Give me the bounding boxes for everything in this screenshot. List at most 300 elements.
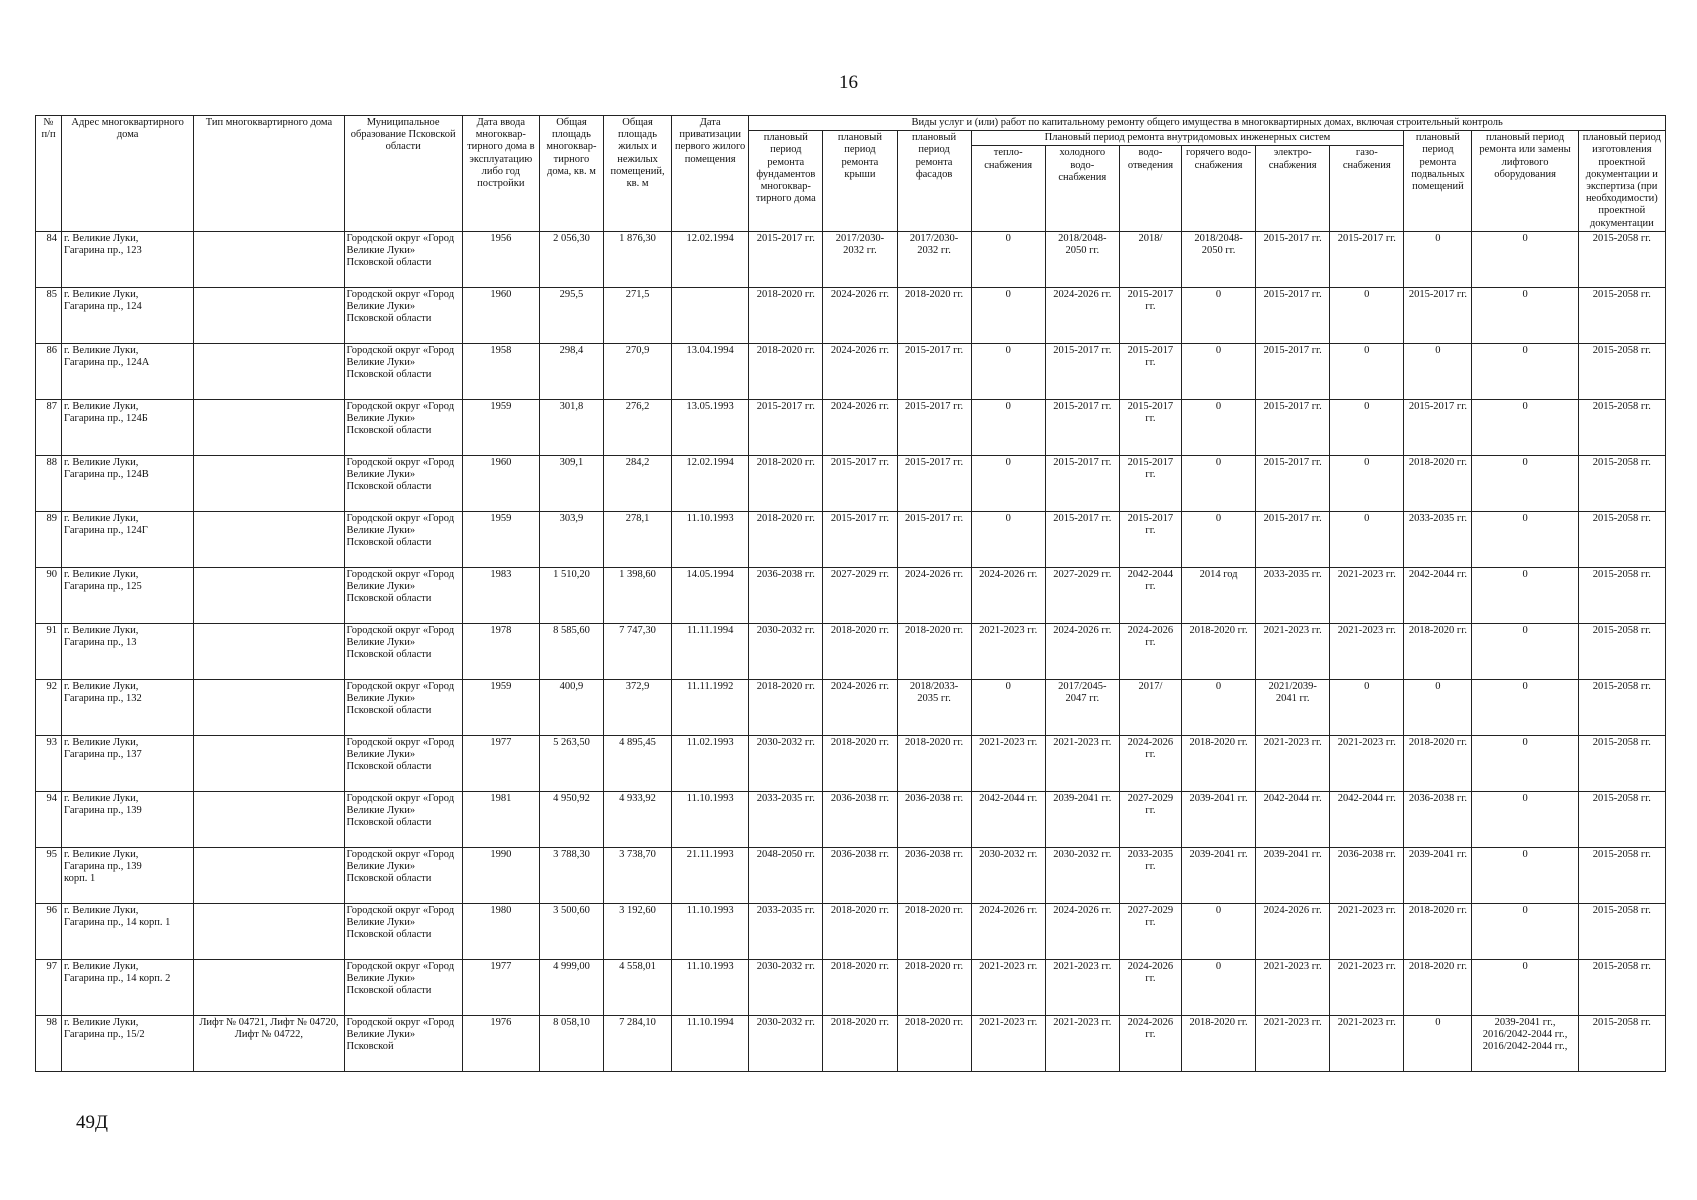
address-line: г. Великие Луки,: [64, 512, 139, 524]
living-area-cell: 4 933,92: [604, 791, 672, 847]
address-line: Гагарина пр., 124: [64, 301, 142, 313]
house-type-cell: [194, 567, 344, 623]
design-period-cell: 2015-2058 гг.: [1578, 567, 1665, 623]
drainage-period-cell: 2018/: [1119, 231, 1181, 287]
municipality-cell: Городской округ «Город Великие Луки» Псковской области: [344, 343, 462, 399]
address-line: г. Великие Луки,: [64, 624, 139, 636]
living-area-cell: 276,2: [604, 399, 672, 455]
basement-period-cell: 2042-2044 гг.: [1404, 567, 1472, 623]
heat-period-cell: 2021-2023 гг.: [971, 959, 1045, 1015]
table-row: [36, 567, 1666, 623]
foundation-period-cell: 2033-2035 гг.: [749, 791, 823, 847]
facade-period-cell: 2015-2017 гг.: [897, 511, 971, 567]
house-type-cell: [194, 959, 344, 1015]
municipality-cell: Городской округ «Город Великие Луки» Псковской области: [344, 287, 462, 343]
address-line: г. Великие Луки,: [64, 736, 139, 748]
privatization-date-cell: 11.10.1993: [672, 511, 749, 567]
design-period-cell: 2015-2058 гг.: [1578, 511, 1665, 567]
foundation-period-cell: 2048-2050 гг.: [749, 847, 823, 903]
electric-period-cell: 2015-2017 гг.: [1256, 287, 1330, 343]
municipality-cell: Городской округ «Город Великие Луки» Псковской области: [344, 455, 462, 511]
table-row: [36, 959, 1666, 1015]
privatization-date-cell: 11.10.1993: [672, 791, 749, 847]
address-cell: [62, 287, 194, 343]
heat-period-cell: 2042-2044 гг.: [971, 791, 1045, 847]
basement-period-cell: 2036-2038 гг.: [1404, 791, 1472, 847]
commission-year-cell: 1958: [462, 343, 539, 399]
total-area-cell: 1 510,20: [539, 567, 603, 623]
basement-period-cell: 2033-2035 гг.: [1404, 511, 1472, 567]
municipality-cell: Городской округ «Город Великие Луки» Псковской области: [344, 903, 462, 959]
header-commission-date: Дата ввода многоквар-тирного дома в эксплуатацию либо год постройки: [462, 116, 539, 232]
living-area-cell: 278,1: [604, 511, 672, 567]
total-area-cell: 4 950,92: [539, 791, 603, 847]
table-row: [36, 287, 1666, 343]
municipality-cell: Городской округ «Город Великие Луки» Псковской: [344, 1015, 462, 1071]
hot-water-period-cell: 2018-2020 гг.: [1181, 1015, 1255, 1071]
design-period-cell: 2015-2058 гг.: [1578, 455, 1665, 511]
municipality-cell: Городской округ «Город Великие Луки» Псковской области: [344, 511, 462, 567]
header-total-area: Общая площадь многоквар-тирного дома, кв. м: [539, 116, 603, 232]
capital-repair-table: [35, 115, 1666, 1072]
basement-period-cell: 2018-2020 гг.: [1404, 735, 1472, 791]
design-period-cell: 2015-2058 гг.: [1578, 847, 1665, 903]
header-num: № п/п: [36, 116, 62, 232]
address-line: Гагарина пр., 139: [64, 861, 142, 873]
address-cell: [62, 1015, 194, 1071]
basement-period-cell: 2039-2041 гг.: [1404, 847, 1472, 903]
drainage-period-cell: 2015-2017 гг.: [1119, 343, 1181, 399]
design-period-cell: 2015-2058 гг.: [1578, 959, 1665, 1015]
elevator-period-cell: 0: [1472, 791, 1578, 847]
address-cell: [62, 511, 194, 567]
heat-period-cell: 2030-2032 гг.: [971, 847, 1045, 903]
commission-year-cell: 1959: [462, 511, 539, 567]
drainage-period-cell: 2015-2017 гг.: [1119, 399, 1181, 455]
roof-period-cell: 2017/2030-2032 гг.: [823, 231, 897, 287]
total-area-cell: 4 999,00: [539, 959, 603, 1015]
privatization-date-cell: 13.05.1993: [672, 399, 749, 455]
electric-period-cell: 2021/2039-2041 гг.: [1256, 679, 1330, 735]
address-line: Гагарина пр., 139: [64, 805, 142, 817]
cold-water-period-cell: 2021-2023 гг.: [1045, 959, 1119, 1015]
basement-period-cell: 2018-2020 гг.: [1404, 455, 1472, 511]
total-area-cell: 5 263,50: [539, 735, 603, 791]
living-area-cell: 3 192,60: [604, 903, 672, 959]
table-row: [36, 1015, 1666, 1071]
roof-period-cell: 2036-2038 гг.: [823, 791, 897, 847]
elevator-period-cell: 0: [1472, 903, 1578, 959]
hot-water-period-cell: 2039-2041 гг.: [1181, 791, 1255, 847]
house-type-cell: [194, 679, 344, 735]
row-number-cell: 86: [36, 343, 62, 399]
privatization-date-cell: 11.10.1994: [672, 1015, 749, 1071]
facade-period-cell: 2015-2017 гг.: [897, 343, 971, 399]
elevator-period-cell: 0: [1472, 679, 1578, 735]
design-period-cell: 2015-2058 гг.: [1578, 1015, 1665, 1071]
drainage-period-cell: 2024-2026 гг.: [1119, 1015, 1181, 1071]
address-line: Гагарина пр., 124Б: [64, 413, 148, 425]
header-address: Адрес многоквартирного дома: [62, 116, 194, 232]
hot-water-period-cell: 2018/2048-2050 гг.: [1181, 231, 1255, 287]
roof-period-cell: 2015-2017 гг.: [823, 511, 897, 567]
address-line: корп. 1: [64, 873, 96, 885]
electric-period-cell: 2039-2041 гг.: [1256, 847, 1330, 903]
commission-year-cell: 1959: [462, 399, 539, 455]
drainage-period-cell: 2017/: [1119, 679, 1181, 735]
row-number-cell: 84: [36, 231, 62, 287]
basement-period-cell: 0: [1404, 343, 1472, 399]
privatization-date-cell: 12.02.1994: [672, 455, 749, 511]
design-period-cell: 2015-2058 гг.: [1578, 287, 1665, 343]
elevator-period-cell: 0: [1472, 735, 1578, 791]
table-row: [36, 791, 1666, 847]
heat-period-cell: 2021-2023 гг.: [971, 735, 1045, 791]
header-facade: плановый период ремонта фасадов: [897, 131, 971, 232]
facade-period-cell: 2015-2017 гг.: [897, 455, 971, 511]
hot-water-period-cell: 0: [1181, 343, 1255, 399]
heat-period-cell: 0: [971, 455, 1045, 511]
address-line: г. Великие Луки,: [64, 456, 139, 468]
total-area-cell: 3 788,30: [539, 847, 603, 903]
hot-water-period-cell: 0: [1181, 959, 1255, 1015]
row-number-cell: 97: [36, 959, 62, 1015]
table-row: [36, 231, 1666, 287]
electric-period-cell: 2015-2017 гг.: [1256, 455, 1330, 511]
facade-period-cell: 2018-2020 гг.: [897, 623, 971, 679]
total-area-cell: 8 585,60: [539, 623, 603, 679]
design-period-cell: 2015-2058 гг.: [1578, 903, 1665, 959]
address-line: Гагарина пр., 123: [64, 245, 142, 257]
cold-water-period-cell: 2015-2017 гг.: [1045, 343, 1119, 399]
row-number-cell: 95: [36, 847, 62, 903]
address-line: Гагарина пр., 14 корп. 2: [64, 973, 171, 985]
living-area-cell: 4 558,01: [604, 959, 672, 1015]
design-period-cell: 2015-2058 гг.: [1578, 343, 1665, 399]
elevator-period-cell: 0: [1472, 231, 1578, 287]
page-number: 16: [839, 72, 858, 93]
roof-period-cell: 2018-2020 гг.: [823, 1015, 897, 1071]
row-number-cell: 88: [36, 455, 62, 511]
living-area-cell: 3 738,70: [604, 847, 672, 903]
header-privatization-date: Дата приватизации первого жилого помещения: [672, 116, 749, 232]
total-area-cell: 3 500,60: [539, 903, 603, 959]
house-type-cell: [194, 791, 344, 847]
heat-period-cell: 0: [971, 287, 1045, 343]
heat-period-cell: 2024-2026 гг.: [971, 903, 1045, 959]
total-area-cell: 2 056,30: [539, 231, 603, 287]
commission-year-cell: 1960: [462, 455, 539, 511]
elevator-period-cell: 0: [1472, 399, 1578, 455]
municipality-cell: Городской округ «Город Великие Луки» Псковской области: [344, 847, 462, 903]
living-area-cell: 1 398,60: [604, 567, 672, 623]
privatization-date-cell: 21.11.1993: [672, 847, 749, 903]
header-hot-water: горячего водо-снабжения: [1181, 146, 1255, 231]
table-row: [36, 679, 1666, 735]
foundation-period-cell: 2030-2032 гг.: [749, 623, 823, 679]
row-number-cell: 93: [36, 735, 62, 791]
house-type-cell: [194, 343, 344, 399]
foundation-period-cell: 2030-2032 гг.: [749, 959, 823, 1015]
table-body: [36, 231, 1666, 1071]
commission-year-cell: 1956: [462, 231, 539, 287]
cold-water-period-cell: 2027-2029 гг.: [1045, 567, 1119, 623]
table-row: [36, 847, 1666, 903]
cold-water-period-cell: 2039-2041 гг.: [1045, 791, 1119, 847]
drainage-period-cell: 2024-2026 гг.: [1119, 735, 1181, 791]
header-electric: электро-снабжения: [1256, 146, 1330, 231]
commission-year-cell: 1976: [462, 1015, 539, 1071]
facade-period-cell: 2017/2030-2032 гг.: [897, 231, 971, 287]
basement-period-cell: 2018-2020 гг.: [1404, 623, 1472, 679]
commission-year-cell: 1977: [462, 959, 539, 1015]
house-type-cell: [194, 735, 344, 791]
commission-year-cell: 1990: [462, 847, 539, 903]
electric-period-cell: 2024-2026 гг.: [1256, 903, 1330, 959]
heat-period-cell: 2024-2026 гг.: [971, 567, 1045, 623]
privatization-date-cell: 11.11.1994: [672, 623, 749, 679]
elevator-period-cell: 0: [1472, 287, 1578, 343]
house-type-cell: [194, 623, 344, 679]
address-cell: [62, 847, 194, 903]
gas-period-cell: 2021-2023 гг.: [1330, 623, 1404, 679]
electric-period-cell: 2015-2017 гг.: [1256, 399, 1330, 455]
roof-period-cell: 2024-2026 гг.: [823, 343, 897, 399]
commission-year-cell: 1959: [462, 679, 539, 735]
address-line: Гагарина пр., 124В: [64, 469, 149, 481]
header-roof: плановый период ремонта крыши: [823, 131, 897, 232]
living-area-cell: 271,5: [604, 287, 672, 343]
living-area-cell: 4 895,45: [604, 735, 672, 791]
drainage-period-cell: 2015-2017 гг.: [1119, 511, 1181, 567]
design-period-cell: 2015-2058 гг.: [1578, 399, 1665, 455]
foundation-period-cell: 2015-2017 гг.: [749, 399, 823, 455]
drainage-period-cell: 2027-2029 гг.: [1119, 903, 1181, 959]
foundation-period-cell: 2018-2020 гг.: [749, 679, 823, 735]
municipality-cell: Городской округ «Город Великие Луки» Псковской области: [344, 735, 462, 791]
facade-period-cell: 2018-2020 гг.: [897, 1015, 971, 1071]
hot-water-period-cell: 0: [1181, 455, 1255, 511]
heat-period-cell: 0: [971, 231, 1045, 287]
electric-period-cell: 2015-2017 гг.: [1256, 231, 1330, 287]
facade-period-cell: 2036-2038 гг.: [897, 847, 971, 903]
gas-period-cell: 0: [1330, 455, 1404, 511]
address-cell: [62, 959, 194, 1015]
gas-period-cell: 0: [1330, 287, 1404, 343]
drainage-period-cell: 2024-2026 гг.: [1119, 959, 1181, 1015]
design-period-cell: 2015-2058 гг.: [1578, 231, 1665, 287]
municipality-cell: Городской округ «Город Великие Луки» Псковской области: [344, 399, 462, 455]
facade-period-cell: 2024-2026 гг.: [897, 567, 971, 623]
roof-period-cell: 2018-2020 гг.: [823, 903, 897, 959]
cold-water-period-cell: 2015-2017 гг.: [1045, 511, 1119, 567]
address-cell: [62, 343, 194, 399]
privatization-date-cell: [672, 287, 749, 343]
heat-period-cell: 0: [971, 511, 1045, 567]
address-cell: [62, 455, 194, 511]
municipality-cell: Городской округ «Город Великие Луки» Псковской области: [344, 679, 462, 735]
table-row: [36, 343, 1666, 399]
header-drainage: водо-отведения: [1119, 146, 1181, 231]
electric-period-cell: 2021-2023 гг.: [1256, 959, 1330, 1015]
drainage-period-cell: 2015-2017 гг.: [1119, 455, 1181, 511]
hot-water-period-cell: 2014 год: [1181, 567, 1255, 623]
electric-period-cell: 2033-2035 гг.: [1256, 567, 1330, 623]
total-area-cell: 309,1: [539, 455, 603, 511]
heat-period-cell: 2021-2023 гг.: [971, 1015, 1045, 1071]
cold-water-period-cell: 2017/2045-2047 гг.: [1045, 679, 1119, 735]
hot-water-period-cell: 2018-2020 гг.: [1181, 623, 1255, 679]
foundation-period-cell: 2033-2035 гг.: [749, 903, 823, 959]
house-type-cell: [194, 511, 344, 567]
foundation-period-cell: 2018-2020 гг.: [749, 287, 823, 343]
gas-period-cell: 2021-2023 гг.: [1330, 903, 1404, 959]
gas-period-cell: 2042-2044 гг.: [1330, 791, 1404, 847]
house-type-cell: [194, 399, 344, 455]
drainage-period-cell: 2027-2029 гг.: [1119, 791, 1181, 847]
row-number-cell: 85: [36, 287, 62, 343]
basement-period-cell: 2015-2017 гг.: [1404, 287, 1472, 343]
roof-period-cell: 2036-2038 гг.: [823, 847, 897, 903]
foundation-period-cell: 2018-2020 гг.: [749, 455, 823, 511]
header-municipality: Муниципальное образование Псковской области: [344, 116, 462, 232]
total-area-cell: 400,9: [539, 679, 603, 735]
cold-water-period-cell: 2021-2023 гг.: [1045, 735, 1119, 791]
address-line: Гагарина пр., 14 корп. 1: [64, 917, 171, 929]
commission-year-cell: 1980: [462, 903, 539, 959]
cold-water-period-cell: 2024-2026 гг.: [1045, 287, 1119, 343]
address-cell: [62, 231, 194, 287]
electric-period-cell: 2042-2044 гг.: [1256, 791, 1330, 847]
total-area-cell: 298,4: [539, 343, 603, 399]
address-line: г. Великие Луки,: [64, 848, 139, 860]
gas-period-cell: 2021-2023 гг.: [1330, 735, 1404, 791]
facade-period-cell: 2036-2038 гг.: [897, 791, 971, 847]
design-period-cell: 2015-2058 гг.: [1578, 735, 1665, 791]
header-type: Тип многоквартирного дома: [194, 116, 344, 232]
roof-period-cell: 2015-2017 гг.: [823, 455, 897, 511]
row-number-cell: 91: [36, 623, 62, 679]
roof-period-cell: 2018-2020 гг.: [823, 623, 897, 679]
foundation-period-cell: 2018-2020 гг.: [749, 343, 823, 399]
house-type-cell: [194, 287, 344, 343]
facade-period-cell: 2018/2033-2035 гг.: [897, 679, 971, 735]
heat-period-cell: 0: [971, 679, 1045, 735]
roof-period-cell: 2018-2020 гг.: [823, 735, 897, 791]
basement-period-cell: 2015-2017 гг.: [1404, 399, 1472, 455]
electric-period-cell: 2015-2017 гг.: [1256, 343, 1330, 399]
table-row: [36, 623, 1666, 679]
address-line: г. Великие Луки,: [64, 568, 139, 580]
municipality-cell: Городской округ «Город Великие Луки» Псковской области: [344, 959, 462, 1015]
facade-period-cell: 2018-2020 гг.: [897, 287, 971, 343]
address-line: Гагарина пр., 124Г: [64, 525, 148, 537]
house-type-cell: [194, 455, 344, 511]
cold-water-period-cell: 2024-2026 гг.: [1045, 903, 1119, 959]
drainage-period-cell: 2033-2035 гг.: [1119, 847, 1181, 903]
table-row: [36, 735, 1666, 791]
municipality-cell: Городской округ «Город Великие Луки» Псковской области: [344, 791, 462, 847]
electric-period-cell: 2021-2023 гг.: [1256, 1015, 1330, 1071]
gas-period-cell: 0: [1330, 679, 1404, 735]
table-row: [36, 511, 1666, 567]
facade-period-cell: 2018-2020 гг.: [897, 903, 971, 959]
heat-period-cell: 2021-2023 гг.: [971, 623, 1045, 679]
design-period-cell: 2015-2058 гг.: [1578, 791, 1665, 847]
address-cell: [62, 791, 194, 847]
elevator-period-cell: 0: [1472, 511, 1578, 567]
address-cell: [62, 903, 194, 959]
hot-water-period-cell: 0: [1181, 679, 1255, 735]
gas-period-cell: 2015-2017 гг.: [1330, 231, 1404, 287]
address-line: Гагарина пр., 13: [64, 637, 137, 649]
hot-water-period-cell: 2018-2020 гг.: [1181, 735, 1255, 791]
address-line: г. Великие Луки,: [64, 1016, 139, 1028]
cold-water-period-cell: 2024-2026 гг.: [1045, 623, 1119, 679]
design-period-cell: 2015-2058 гг.: [1578, 679, 1665, 735]
header-works-group: Виды услуг и (или) работ по капитальному ремонту общего имущества в многоквартирных домах, включая строительный контроль: [749, 116, 1666, 131]
roof-period-cell: 2024-2026 гг.: [823, 399, 897, 455]
drainage-period-cell: 2024-2026 гг.: [1119, 623, 1181, 679]
elevator-period-cell: 2039-2041 гг., 2016/2042-2044 гг., 2016/2042-2044 гг.,: [1472, 1015, 1578, 1071]
commission-year-cell: 1977: [462, 735, 539, 791]
foundation-period-cell: 2030-2032 гг.: [749, 1015, 823, 1071]
living-area-cell: 1 876,30: [604, 231, 672, 287]
gas-period-cell: 0: [1330, 511, 1404, 567]
address-line: Гагарина пр., 125: [64, 581, 142, 593]
privatization-date-cell: 11.02.1993: [672, 735, 749, 791]
gas-period-cell: 0: [1330, 343, 1404, 399]
header-systems-group: Плановый период ремонта внутридомовых инженерных систем: [971, 131, 1404, 146]
gas-period-cell: 0: [1330, 399, 1404, 455]
address-cell: [62, 567, 194, 623]
footer-code: 49Д: [76, 1112, 108, 1133]
elevator-period-cell: 0: [1472, 455, 1578, 511]
privatization-date-cell: 13.04.1994: [672, 343, 749, 399]
hot-water-period-cell: 0: [1181, 287, 1255, 343]
electric-period-cell: 2021-2023 гг.: [1256, 735, 1330, 791]
privatization-date-cell: 12.02.1994: [672, 231, 749, 287]
gas-period-cell: 2021-2023 гг.: [1330, 567, 1404, 623]
total-area-cell: 301,8: [539, 399, 603, 455]
privatization-date-cell: 11.10.1993: [672, 903, 749, 959]
total-area-cell: 8 058,10: [539, 1015, 603, 1071]
address-cell: [62, 623, 194, 679]
basement-period-cell: 2018-2020 гг.: [1404, 959, 1472, 1015]
row-number-cell: 98: [36, 1015, 62, 1071]
privatization-date-cell: 11.10.1993: [672, 959, 749, 1015]
gas-period-cell: 2036-2038 гг.: [1330, 847, 1404, 903]
address-line: г. Великие Луки,: [64, 792, 139, 804]
roof-period-cell: 2024-2026 гг.: [823, 679, 897, 735]
row-number-cell: 89: [36, 511, 62, 567]
foundation-period-cell: 2018-2020 гг.: [749, 511, 823, 567]
elevator-period-cell: 0: [1472, 847, 1578, 903]
living-area-cell: 372,9: [604, 679, 672, 735]
address-line: г. Великие Луки,: [64, 232, 139, 244]
hot-water-period-cell: 0: [1181, 511, 1255, 567]
row-number-cell: 92: [36, 679, 62, 735]
commission-year-cell: 1983: [462, 567, 539, 623]
municipality-cell: Городской округ «Город Великие Луки» Псковской области: [344, 231, 462, 287]
cold-water-period-cell: 2021-2023 гг.: [1045, 1015, 1119, 1071]
commission-year-cell: 1981: [462, 791, 539, 847]
row-number-cell: 94: [36, 791, 62, 847]
row-number-cell: 96: [36, 903, 62, 959]
gas-period-cell: 2021-2023 гг.: [1330, 959, 1404, 1015]
basement-period-cell: 2018-2020 гг.: [1404, 903, 1472, 959]
house-type-cell: [194, 231, 344, 287]
